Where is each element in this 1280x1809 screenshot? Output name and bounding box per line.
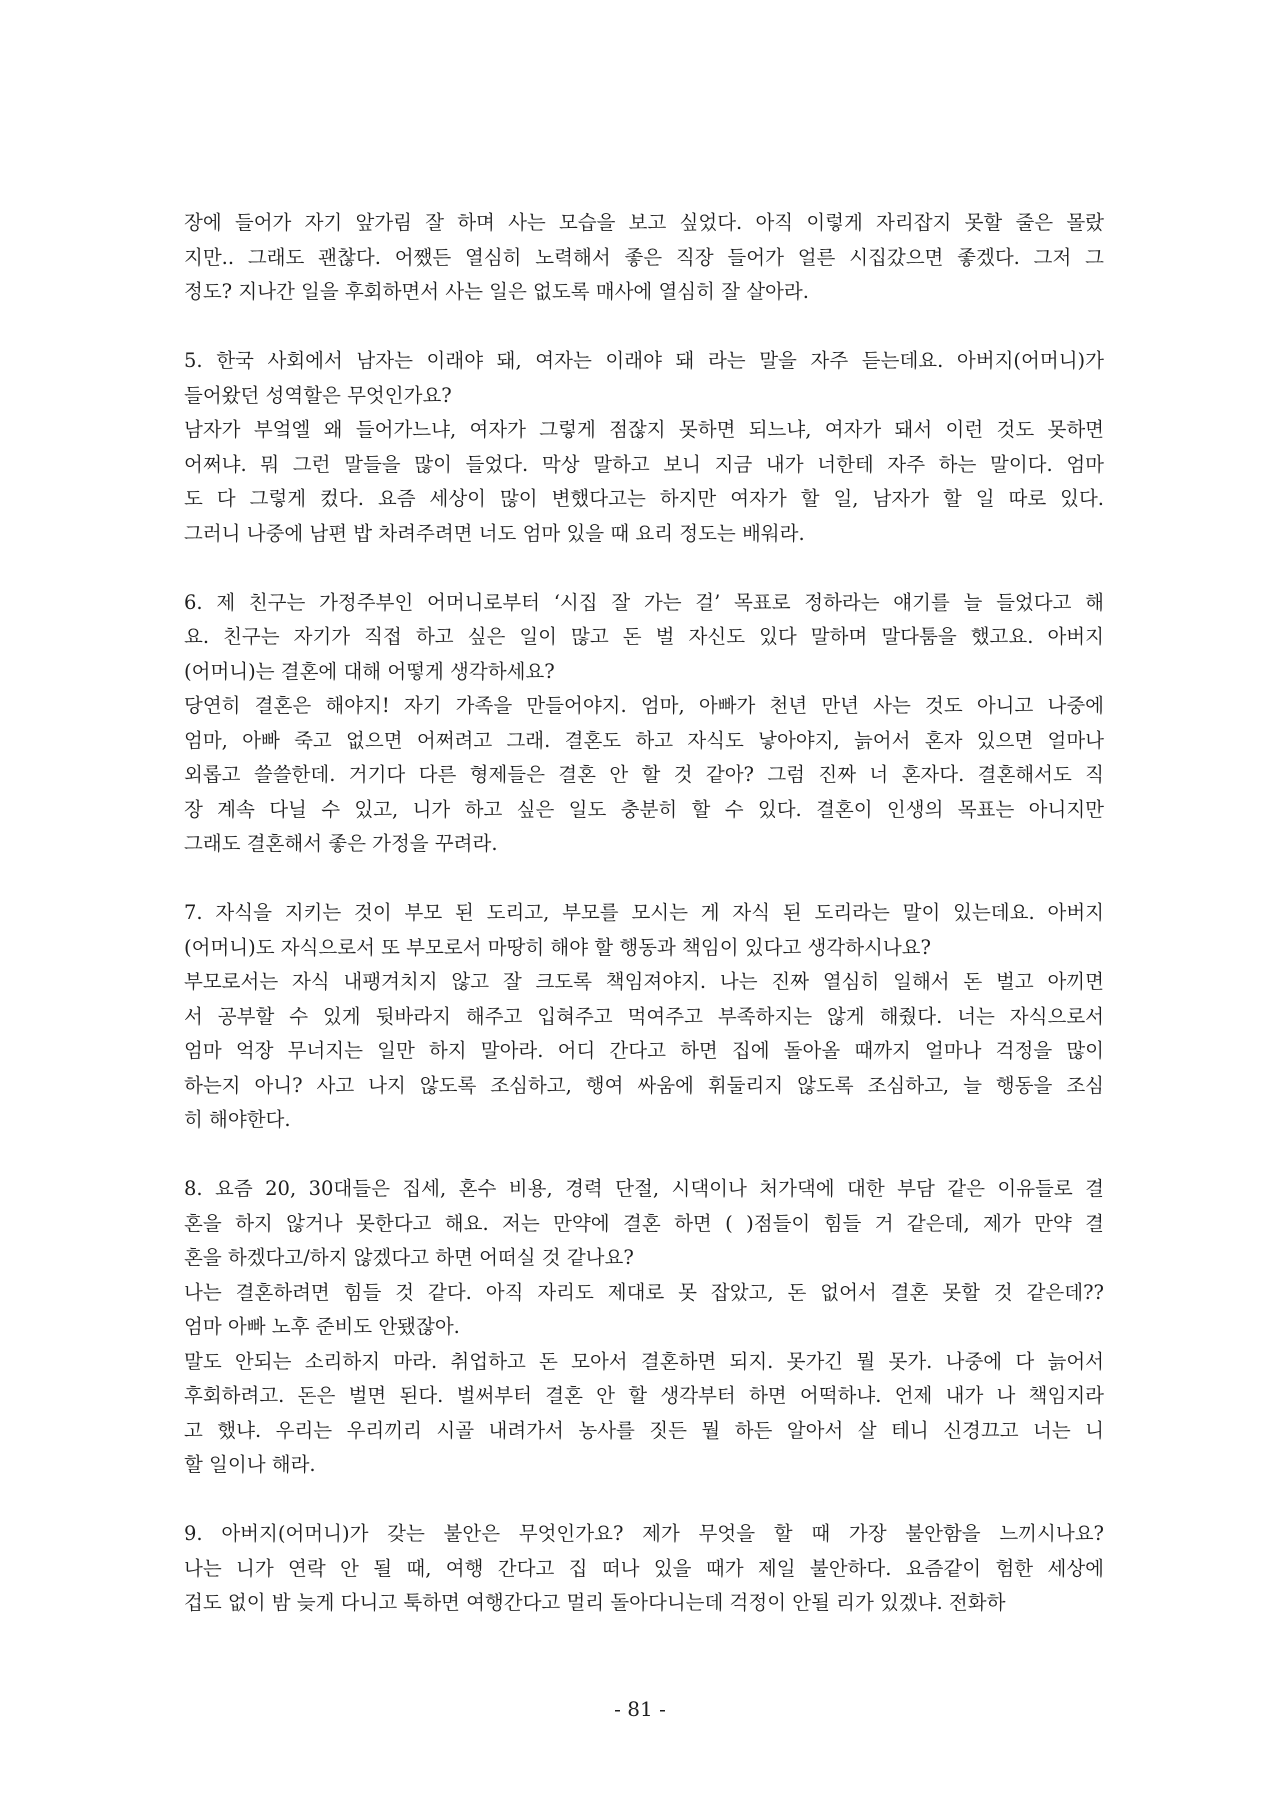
text-line: 혼을 하겠다고/하지 않겠다고 하면 어떠실 것 같나요? — [184, 1246, 634, 1269]
text-line: 나는 니가 연락 안 될 때, 여행 간다고 집 떠나 있을 때가 제일 불안하다. 요즘같이 험한 세상에 — [184, 1556, 1104, 1580]
paragraph — [184, 206, 1104, 310]
paragraph — [184, 896, 1104, 1138]
text-line: 정도? 지나간 일을 후회하면서 사는 일은 없도록 매사에 열심히 잘 살아라. — [184, 280, 809, 303]
text-line: 어쩌냐. 뭐 그런 말들을 많이 들었다. 막상 말하고 보니 지금 내가 너한테 자주 하는 말이다. 엄마 — [184, 452, 1104, 476]
text-line: 엄마 아빠 노후 준비도 안됐잖아. — [184, 1315, 460, 1338]
text-line: 후회하려고. 돈은 벌면 된다. 벌써부터 결혼 안 할 생각부터 하면 어떡하냐. 언제 내가 나 책임지라 — [184, 1384, 1104, 1407]
text-line: 8. 요즘 20, 30대들은 집세, 혼수 비용, 경력 단절, 시댁이나 처가댁에 대한 부담 같은 이유들로 결 — [184, 1177, 1104, 1200]
text-line: 말도 안되는 소리하지 마라. 취업하고 돈 모아서 결혼하면 되지. 못가긴 뭘 못가. 나중에 다 늙어서 — [184, 1349, 1104, 1373]
text-line: 지만.. 그래도 괜찮다. 어쨌든 열심히 노력해서 좋은 직장 들어가 얼른 시집갔으면 좋겠다. 그저 그 — [184, 245, 1104, 269]
text-line: 당연히 결혼은 해야지! 자기 가족을 만들어야지. 엄마, 아빠가 천년 만년 사는 것도 아니고 나중에 — [184, 694, 1104, 717]
text-line: 엄마, 아빠 죽고 없으면 어쩌려고 그래. 결혼도 하고 자식도 낳아야지, 늙어서 혼자 있으면 얼마나 — [184, 728, 1104, 752]
page-number: - 81 - — [614, 1697, 666, 1721]
paragraph — [184, 586, 1104, 862]
text-line: (어머니)도 자식으로서 또 부모로서 마땅히 해야 할 행동과 책임이 있다고 생각하시나요? — [184, 935, 931, 959]
paragraph-gap — [184, 862, 1104, 897]
text-line: 9. 아버지(어머니)가 갖는 불안은 무엇인가요? 제가 무엇을 할 때 가장 불안함을 느끼시나요? — [184, 1522, 1104, 1545]
text-line: 요. 친구는 자기가 직접 하고 싶은 일이 많고 돈 벌 자신도 있다 말하며 말다툼을 했고요. 아버지 — [184, 625, 1104, 648]
paragraph — [184, 344, 1104, 551]
text-line: 5. 한국 사회에서 남자는 이래야 돼, 여자는 이래야 돼 라는 말을 자주 듣는데요. 아버지(어머니)가 — [184, 349, 1104, 372]
paragraph — [184, 1172, 1104, 1483]
text-line: 들어왔던 성역할은 무엇인가요? — [184, 383, 452, 407]
text-line: 히 해야한다. — [184, 1108, 291, 1131]
paragraph — [184, 1517, 1104, 1621]
text-line: 도 다 그렇게 컸다. 요즘 세상이 많이 변했다고는 하지만 여자가 할 일, 남자가 할 일 따로 있다. — [184, 487, 1104, 510]
text-line: 그러니 나중에 남편 밥 차려주려면 너도 엄마 있을 때 요리 정도는 배워라. — [184, 521, 805, 545]
paragraph-gap — [184, 1483, 1104, 1518]
text-line: (어머니)는 결혼에 대해 어떻게 생각하세요? — [184, 659, 555, 683]
text-line: 고 했냐. 우리는 우리끼리 시골 내려가서 농사를 짓든 뭘 하든 알아서 살 테니 신경끄고 너는 니 — [184, 1418, 1104, 1442]
text-line: 혼을 하지 않거나 못한다고 해요. 저는 만약에 결혼 하면 ( )점들이 힘들 거 같은데, 제가 만약 결 — [184, 1211, 1104, 1235]
text-line: 부모로서는 자식 내팽겨치지 않고 잘 크도록 책임져야지. 나는 진짜 열심히 일해서 돈 벌고 아끼면 — [184, 970, 1104, 993]
paragraph-gap — [184, 1138, 1104, 1173]
text-line: 7. 자식을 지키는 것이 부모 된 도리고, 부모를 모시는 게 자식 된 도리라는 말이 있는데요. 아버지 — [184, 901, 1104, 924]
text-line: 장 계속 다닐 수 있고, 니가 하고 싶은 일도 충분히 할 수 있다. 결혼이 인생의 목표는 아니지만 — [184, 797, 1104, 821]
paragraph-gap — [184, 310, 1104, 345]
text-line: 겁도 없이 밤 늦게 다니고 툭하면 여행간다고 멀리 돌아다니는데 걱정이 안될 리가 있겠냐. 전화하 — [184, 1591, 1006, 1614]
text-line: 장에 들어가 자기 앞가림 잘 하며 사는 모습을 보고 싶었다. 아직 이렇게 자리잡지 못할 줄은 몰랐 — [184, 211, 1104, 234]
text-line: 하는지 아니? 사고 나지 않도록 조심하고, 행여 싸움에 휘둘리지 않도록 조심하고, 늘 행동을 조심 — [184, 1073, 1104, 1097]
text-line: 6. 제 친구는 가정주부인 어머니로부터 ‘시집 잘 가는 걸’ 목표로 정하라는 얘기를 늘 들었다고 해 — [184, 590, 1104, 614]
text-line: 엄마 억장 무너지는 일만 하지 말아라. 어디 간다고 하면 집에 돌아올 때까지 얼마나 걱정을 많이 — [184, 1039, 1104, 1062]
text-line: 서 공부할 수 있게 뒷바라지 해주고 입혀주고 먹여주고 부족하지는 않게 해줬다. 너는 자식으로서 — [184, 1004, 1104, 1028]
paragraph-gap — [184, 551, 1104, 586]
body-text — [184, 206, 1104, 1621]
text-line: 남자가 부엌엘 왜 들어가느냐, 여자가 그렇게 점잖지 못하면 되느냐, 여자가 돼서 이런 것도 못하면 — [184, 418, 1104, 441]
text-line: 나는 결혼하려면 힘들 것 같다. 아직 자리도 제대로 못 잡았고, 돈 없어서 결혼 못할 것 같은데?? — [184, 1280, 1104, 1304]
text-line: 그래도 결혼해서 좋은 가정을 꾸려라. — [184, 832, 498, 855]
text-line: 할 일이나 해라. — [184, 1453, 316, 1476]
text-line: 외롭고 쓸쓸한데. 거기다 다른 형제들은 결혼 안 할 것 같아? 그럼 진짜 너 혼자다. 결혼해서도 직 — [184, 763, 1104, 786]
